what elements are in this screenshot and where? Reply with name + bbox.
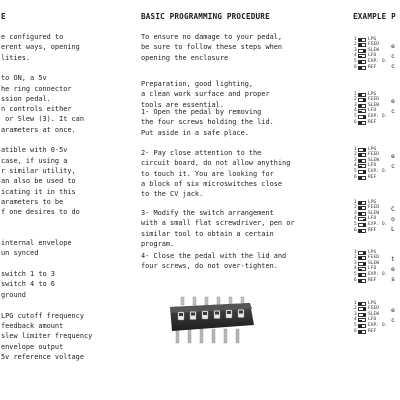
- example-text-fragment: t: [391, 255, 395, 263]
- switch-knob: [359, 61, 362, 63]
- switch-label: SLEW: [368, 157, 380, 163]
- switch-toggle: [358, 206, 366, 210]
- example-text-fragment: L: [391, 225, 395, 233]
- switch-label: REF: [368, 119, 377, 125]
- switch-toggle: [358, 229, 366, 233]
- switch-toggle: [358, 170, 366, 174]
- step-1-line: Put aside in a safe place.: [141, 128, 249, 137]
- switch-knob: [363, 314, 366, 316]
- switch-label: FEED: [368, 205, 380, 211]
- switch-toggle: [358, 324, 366, 328]
- example-text-fragment: c: [391, 316, 395, 324]
- left-text-line: case, if using a: [1, 156, 68, 165]
- example-text-fragment: c: [391, 52, 395, 60]
- step-3-line: similar tool to obtain a certain: [141, 229, 274, 238]
- switch-toggle: [358, 66, 366, 70]
- switch-knob: [359, 154, 362, 156]
- switch-label: REF: [368, 277, 377, 283]
- example-text-fragment: e: [391, 152, 395, 160]
- intro-line: opening the enclosure: [141, 53, 229, 62]
- switch-knob: [363, 171, 366, 173]
- example-text-fragment: c: [391, 62, 395, 70]
- switch-number: 4: [354, 317, 357, 323]
- example-text-fragment: e: [391, 306, 395, 314]
- switch-knob: [359, 257, 362, 259]
- left-text-line: to ON, a 5v: [1, 74, 47, 83]
- step-1-line: the four screws holding the lid.: [141, 118, 274, 127]
- step-3-line: program.: [141, 239, 175, 248]
- switch-label: LPG: [368, 91, 377, 97]
- switch-number: 3: [354, 311, 357, 317]
- switch-diagram: [354, 301, 400, 341]
- prep-line: tools are essential.: [141, 100, 224, 109]
- switch-number: 3: [354, 260, 357, 266]
- switch-label: REF: [368, 64, 377, 70]
- switch-toggle: [358, 256, 366, 260]
- switch-toggle: [358, 176, 366, 180]
- pinout-line: switch 1 to 3: [1, 270, 55, 278]
- left-text-line: he ring connector: [1, 84, 72, 93]
- switch-number: 5: [354, 58, 357, 64]
- switch-label: LPG: [368, 300, 377, 306]
- left-text-line: an also be used to: [1, 177, 76, 186]
- example-text-fragment: c: [391, 162, 395, 170]
- switch-toggle: [358, 217, 366, 221]
- switch-knob: [363, 263, 366, 265]
- switch-knob: [363, 224, 366, 226]
- switch-number: 1: [354, 36, 357, 42]
- switch-knob: [359, 269, 362, 271]
- switch-toggle: [358, 318, 366, 322]
- switch-knob: [359, 325, 362, 327]
- switch-toggle: [358, 104, 366, 108]
- left-heading: E: [1, 12, 6, 21]
- switch-number: 3: [354, 157, 357, 163]
- switch-number: 2: [354, 42, 357, 48]
- switch-knob: [363, 149, 366, 151]
- pinout-line: LPG cutoff frequency: [1, 311, 84, 320]
- switch-label: SLEW: [368, 47, 380, 53]
- switch-number: 5: [354, 271, 357, 277]
- switch-knob: [359, 213, 362, 215]
- example-text-fragment: o: [391, 215, 395, 223]
- procedure-heading: BASIC PROGRAMMING PROCEDURE: [141, 12, 270, 21]
- example-text-fragment: C: [391, 205, 395, 213]
- switch-label: SLEW: [368, 210, 380, 216]
- switch-label: REF: [368, 174, 377, 180]
- switch-number: 4: [354, 163, 357, 169]
- switch-number: 4: [354, 53, 357, 59]
- switch-toggle: [358, 302, 366, 306]
- switch-label: LFO: [368, 108, 377, 114]
- switch-toggle: [358, 267, 366, 271]
- pinout-line: ground: [1, 290, 26, 299]
- switch-toggle: [358, 49, 366, 53]
- switch-knob: [359, 280, 362, 282]
- left-text-line: icating it in this: [1, 187, 76, 196]
- switch-knob: [359, 320, 362, 322]
- switch-toggle: [358, 201, 366, 205]
- switch-toggle: [358, 164, 366, 168]
- switch-toggle: [358, 330, 366, 334]
- switch-row: [354, 114, 400, 119]
- switch-toggle: [358, 109, 366, 113]
- switch-knob: [359, 67, 362, 69]
- switch-number: 5: [354, 168, 357, 174]
- step-2-line: to the CV jack.: [141, 190, 204, 199]
- switch-label: LFO: [368, 317, 377, 323]
- step-2-line: circuit board, do not allow anything: [141, 159, 291, 168]
- pinout-line: slew limiter frequency: [1, 332, 93, 341]
- switch-number: 2: [354, 152, 357, 158]
- switch-number: 6: [354, 277, 357, 283]
- left-text-line: arameters to be: [1, 197, 64, 206]
- left-text-line: e configured to: [1, 33, 64, 41]
- left-text-line: erent ways, opening: [1, 43, 80, 52]
- left-text-line: atible with 0-5v: [1, 146, 68, 155]
- switch-toggle: [358, 313, 366, 317]
- left-text-line: f one desires to do: [1, 208, 80, 217]
- switch-toggle: [358, 251, 366, 255]
- step-4-line: 4- Close the pedal with the lid and: [141, 252, 287, 260]
- example-text-fragment: s: [391, 275, 395, 283]
- switch-label: REF: [368, 227, 377, 233]
- switch-number: 1: [354, 146, 357, 152]
- example-text-fragment: c: [391, 107, 395, 115]
- step-3-line: 3- Modify the switch arrangement: [141, 209, 274, 217]
- dip-switch-image: [160, 285, 260, 355]
- switch-row: [354, 120, 400, 125]
- switch-diagram: [354, 147, 400, 187]
- switch-toggle: [358, 262, 366, 266]
- prep-line: a clean work surface and proper: [141, 90, 270, 99]
- switch-label: REF: [368, 328, 377, 334]
- switch-number: 6: [354, 174, 357, 180]
- switch-label: EXP. O.: [368, 221, 388, 227]
- switch-knob: [363, 99, 366, 101]
- switch-label: LFO: [368, 266, 377, 272]
- switch-number: 2: [354, 205, 357, 211]
- switch-number: 3: [354, 210, 357, 216]
- switch-knob: [359, 160, 362, 162]
- switch-knob: [359, 166, 362, 168]
- switch-knob: [359, 230, 362, 232]
- switch-number: 5: [354, 221, 357, 227]
- switch-row: [354, 169, 400, 174]
- switch-label: EXP. O.: [368, 322, 388, 328]
- switch-number: 1: [354, 300, 357, 306]
- switch-toggle: [358, 307, 366, 311]
- switch-toggle: [358, 212, 366, 216]
- left-text-line: lities.: [1, 53, 31, 62]
- switch-toggle: [358, 153, 366, 157]
- switch-label: LFO: [368, 53, 377, 59]
- switch-number: 6: [354, 119, 357, 125]
- switch-knob: [359, 207, 362, 209]
- switch-knob: [359, 331, 362, 333]
- switch-toggle: [358, 115, 366, 119]
- left-text-line: r similar utility,: [1, 166, 76, 175]
- switch-toggle: [358, 38, 366, 42]
- switch-label: LPG: [368, 36, 377, 42]
- switch-row: [354, 329, 400, 334]
- left-text-line: internal envelope: [1, 239, 72, 247]
- switch-number: 6: [354, 64, 357, 70]
- left-text-line: arameters at once.: [1, 125, 76, 134]
- switch-knob: [359, 44, 362, 46]
- step-3-line: with a small flat screwdriver, pen or: [141, 219, 295, 228]
- switch-knob: [359, 122, 362, 124]
- step-1-line: 1- Open the pedal by removing: [141, 108, 262, 116]
- step-2-line: 2- Pay close attention to the: [141, 149, 262, 157]
- switch-number: 4: [354, 216, 357, 222]
- left-text-line: or Slew (3). It can: [1, 115, 84, 124]
- switch-label: EXP. O.: [368, 271, 388, 277]
- switch-number: 2: [354, 306, 357, 312]
- switch-label: FEED: [368, 97, 380, 103]
- switch-label: FEED: [368, 152, 380, 158]
- switch-number: 1: [354, 199, 357, 205]
- switch-knob: [359, 56, 362, 58]
- switch-knob: [359, 105, 362, 107]
- switch-number: 1: [354, 249, 357, 255]
- switch-label: FEED: [368, 42, 380, 48]
- switch-knob: [359, 39, 362, 41]
- switch-toggle: [358, 60, 366, 64]
- switch-knob: [359, 303, 362, 305]
- switch-number: 6: [354, 328, 357, 334]
- switch-label: LPG: [368, 249, 377, 255]
- switch-label: SLEW: [368, 260, 380, 266]
- switch-knob: [359, 111, 362, 113]
- switch-knob: [363, 116, 366, 118]
- switch-number: 5: [354, 113, 357, 119]
- switch-diagram: [354, 37, 400, 77]
- switch-knob: [359, 177, 362, 179]
- switch-number: 2: [354, 97, 357, 103]
- switch-knob: [363, 50, 366, 52]
- switch-label: EXP. O.: [368, 113, 388, 119]
- switch-toggle: [358, 279, 366, 283]
- switch-label: EXP. O.: [368, 58, 388, 64]
- switch-knob: [363, 219, 366, 221]
- switch-knob: [363, 252, 366, 254]
- switch-number: 3: [354, 102, 357, 108]
- switch-knob: [359, 202, 362, 204]
- left-text-line: n controls either: [1, 105, 72, 114]
- switch-toggle: [358, 93, 366, 97]
- switch-number: 6: [354, 227, 357, 233]
- switch-row: [354, 175, 400, 180]
- prep-line: Preparation, good lighting,: [141, 80, 254, 88]
- switch-number: 3: [354, 47, 357, 53]
- example-text-fragment: e: [391, 97, 395, 105]
- switch-diagram: [354, 92, 400, 132]
- pinout-line: feedback amount: [1, 322, 64, 330]
- pinout-line: switch 4 to 6: [1, 280, 55, 289]
- switch-toggle: [358, 223, 366, 227]
- switch-number: 4: [354, 108, 357, 114]
- example-text-fragment: e: [391, 265, 395, 273]
- switch-number: 4: [354, 266, 357, 272]
- step-2-line: to touch it. You are looking for: [141, 169, 274, 178]
- step-2-line: a block of six microswitches close: [141, 179, 283, 188]
- switch-toggle: [358, 98, 366, 102]
- switch-label: SLEW: [368, 311, 380, 317]
- switch-knob: [359, 274, 362, 276]
- left-text-line: un synced: [1, 249, 39, 258]
- left-column: [0, 0, 125, 400]
- pinout-line: envelope output: [1, 342, 64, 351]
- intro-line: be sure to follow these steps when: [141, 43, 283, 52]
- switch-number: 1: [354, 91, 357, 97]
- example-text-fragment: e: [391, 42, 395, 50]
- switch-toggle: [358, 43, 366, 47]
- switch-label: LFO: [368, 216, 377, 222]
- examples-heading: EXAMPLE P: [353, 12, 396, 21]
- switch-toggle: [358, 159, 366, 163]
- switch-toggle: [358, 148, 366, 152]
- switch-number: 5: [354, 322, 357, 328]
- switch-label: LPG: [368, 199, 377, 205]
- switch-label: FEED: [368, 255, 380, 261]
- switch-knob: [359, 94, 362, 96]
- switch-label: FEED: [368, 306, 380, 312]
- examples-column: [351, 0, 400, 400]
- switch-toggle: [358, 273, 366, 277]
- switch-row: [354, 323, 400, 328]
- switch-diagram: [354, 250, 400, 290]
- step-4-line: four screws, do not over-tighten.: [141, 262, 278, 271]
- switch-label: EXP. O.: [368, 168, 388, 174]
- intro-line: To ensure no damage to your pedal,: [141, 33, 283, 41]
- switch-label: SLEW: [368, 102, 380, 108]
- switch-label: LPG: [368, 146, 377, 152]
- pinout-line: 5v reference voltage: [1, 353, 84, 362]
- switch-label: LFO: [368, 163, 377, 169]
- switch-toggle: [358, 54, 366, 58]
- switch-knob: [363, 308, 366, 310]
- switch-diagram: [354, 200, 400, 240]
- left-text-line: ssion pedal.: [1, 94, 51, 103]
- switch-toggle: [358, 121, 366, 125]
- switch-number: 2: [354, 255, 357, 261]
